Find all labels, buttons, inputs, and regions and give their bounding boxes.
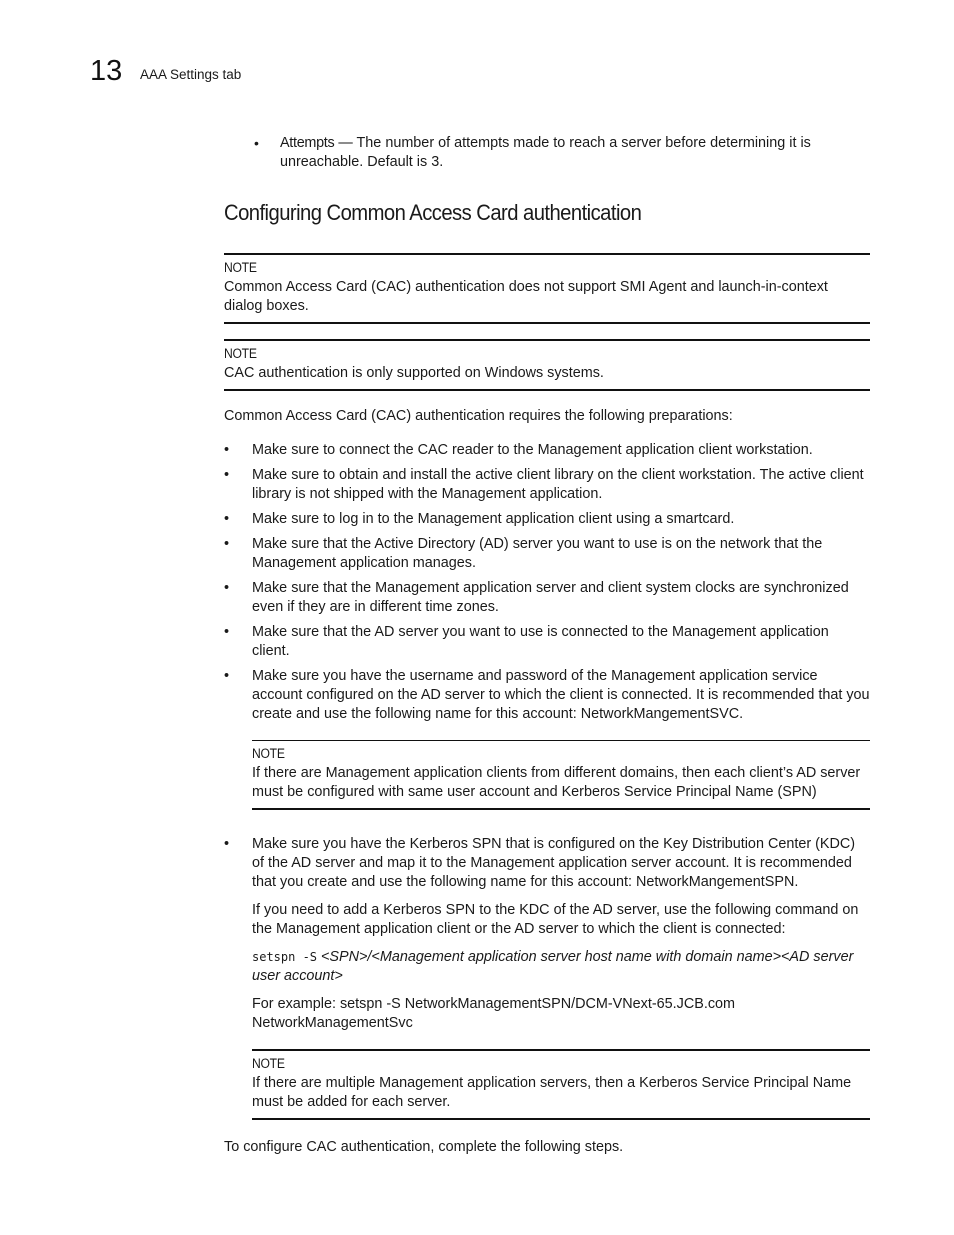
bullet-icon: • xyxy=(224,624,230,640)
closing-paragraph: To configure CAC authentication, complete the following steps. xyxy=(224,1139,624,1155)
attempts-bullet xyxy=(254,134,854,172)
note-multiple-servers xyxy=(252,1049,870,1120)
list-item: • Make sure that the AD server you want to use is connected to the Management application client. xyxy=(224,624,829,659)
note-windows-only xyxy=(224,339,870,391)
intro-paragraph: Common Access Card (CAC) authentication requires the following preparations: xyxy=(224,408,733,424)
note-text: CAC authentication is only supported on Windows systems. xyxy=(224,365,604,381)
list-item-text: Make sure you have the username and password of the Management application service account configured on the AD server to which the client is connected. It is recommended that you create and use the following name for this account: NetworkMangementSVC. xyxy=(252,668,870,722)
chapter-title: AAA Settings tab xyxy=(140,67,242,82)
example-paragraph: For example: setspn -S NetworkManagementSPN/DCM-VNext-65.JCB.com NetworkManagementSvc xyxy=(252,996,736,1031)
note-label: NOTE xyxy=(252,1056,285,1071)
bullet-icon: • xyxy=(224,511,230,527)
command-syntax xyxy=(252,948,870,986)
main-content xyxy=(224,196,870,1157)
list-item: • Make sure that the Management application server and client system clocks are synchronized even if they are in different time zones. xyxy=(224,580,849,615)
note-multiple-domains xyxy=(252,740,870,810)
note-label: NOTE xyxy=(224,260,257,275)
note-text: Common Access Card (CAC) authentication does not support SMI Agent and launch-in-context dialog boxes. xyxy=(224,279,828,314)
command-args: <SPN>/<Management application server host name with domain name><AD server user account> xyxy=(252,949,854,984)
note-text: If there are multiple Management application servers, then a Kerberos Service Principal Name must be added for each server. xyxy=(252,1075,852,1110)
note-cac-smi xyxy=(224,253,870,324)
note-label: NOTE xyxy=(252,746,285,761)
bullet-icon: • xyxy=(224,836,230,852)
list-item: • Make sure to connect the CAC reader to the Management application client workstation. xyxy=(224,442,813,458)
preparations-list xyxy=(224,441,870,1120)
bullet-icon: • xyxy=(224,467,230,483)
attempts-text xyxy=(280,134,854,172)
chapter-number: 13 xyxy=(90,55,123,87)
attempts-term: Attempts xyxy=(280,135,335,151)
list-item xyxy=(224,667,870,829)
list-item xyxy=(224,835,870,1120)
list-item: • Make sure to log in to the Management application client using a smartcard. xyxy=(224,511,735,527)
kerberos-paragraph: If you need to add a Kerberos SPN to the KDC of the AD server, use the following command on the Management application client or the AD server to which the client is connected: xyxy=(252,902,859,937)
note-label: NOTE xyxy=(224,346,257,361)
bullet-icon: • xyxy=(224,668,230,684)
attempts-description: — The number of attempts made to reach a server before determining it is unreachable. Default is 3. xyxy=(280,135,811,170)
bullet-icon: • xyxy=(254,135,259,151)
bullet-icon: • xyxy=(224,442,230,458)
list-item: • Make sure that the Active Directory (AD) server you want to use is on the network that the Management application manages. xyxy=(224,536,823,571)
section-title: Configuring Common Access Card authentication xyxy=(224,200,642,225)
note-text: If there are Management application clients from different domains, then each client’s AD server must be configured with same user account and Kerberos Service Principal Name (SPN) xyxy=(252,765,861,800)
list-item: • Make sure to obtain and install the active client library on the client workstation. The active client library is not shipped with the Management application. xyxy=(224,467,864,502)
command-name: setspn -S xyxy=(252,950,318,964)
bullet-icon: • xyxy=(224,536,230,552)
bullet-icon: • xyxy=(224,580,230,596)
list-item-text: Make sure you have the Kerberos SPN that is configured on the Key Distribution Center (KDC) of the AD server and map it to the Management application server account. It is recommended that you create and use the following name for this account: NetworkMangementSPN. xyxy=(252,836,856,890)
